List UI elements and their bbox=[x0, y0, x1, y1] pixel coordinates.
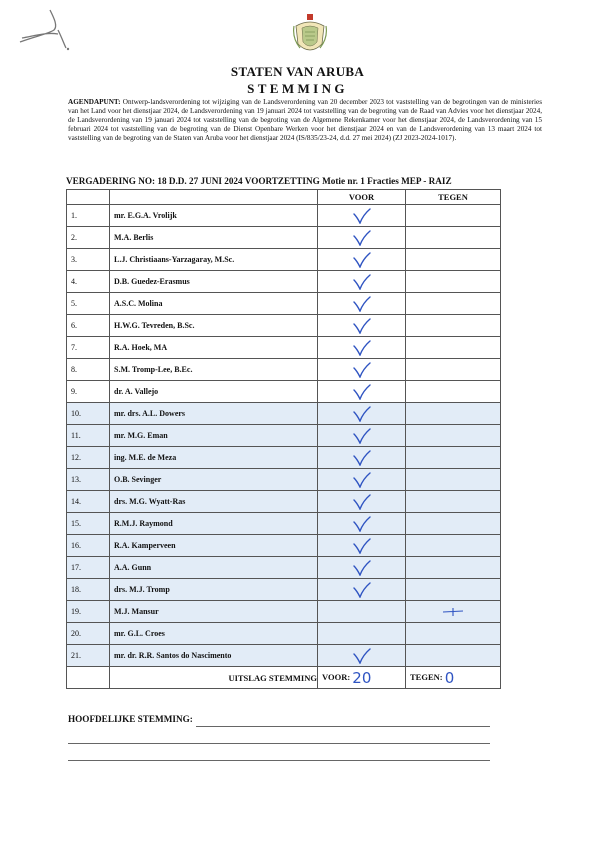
tegen-cell bbox=[406, 315, 501, 337]
tegen-cell bbox=[406, 623, 501, 645]
member-name: O.B. Sevinger bbox=[110, 469, 318, 491]
member-name: L.J. Christiaans-Yarzagaray, M.Sc. bbox=[110, 249, 318, 271]
check-mark-icon bbox=[353, 362, 371, 378]
handwritten-scribble-mark bbox=[14, 8, 74, 52]
tegen-cell bbox=[406, 271, 501, 293]
page-subtitle: STEMMING bbox=[247, 81, 348, 96]
row-number: 1. bbox=[67, 205, 110, 227]
header-voor: VOOR bbox=[318, 190, 406, 205]
row-number: 15. bbox=[67, 513, 110, 535]
result-tegen-value: 0 bbox=[444, 668, 455, 687]
member-name: mr. G.L. Croes bbox=[110, 623, 318, 645]
result-voor-label: VOOR: bbox=[322, 671, 351, 682]
row-number: 6. bbox=[67, 315, 110, 337]
agenda-paragraph bbox=[68, 98, 542, 143]
row-number: 8. bbox=[67, 359, 110, 381]
signature-line-3 bbox=[68, 760, 490, 761]
table-row bbox=[67, 623, 501, 645]
table-row bbox=[67, 315, 501, 337]
header-tegen: TEGEN bbox=[406, 190, 501, 205]
member-name: S.M. Tromp-Lee, B.Ec. bbox=[110, 359, 318, 381]
table-row bbox=[67, 425, 501, 447]
tegen-cell bbox=[406, 557, 501, 579]
check-mark-icon bbox=[353, 274, 371, 290]
tegen-cell bbox=[406, 381, 501, 403]
tegen-cell bbox=[406, 425, 501, 447]
check-mark-icon bbox=[353, 582, 371, 598]
member-name: drs. M.J. Tromp bbox=[110, 579, 318, 601]
coat-of-arms-icon bbox=[292, 12, 328, 58]
tegen-cell bbox=[406, 535, 501, 557]
result-tegen-label: TEGEN: bbox=[410, 671, 443, 682]
table-row bbox=[67, 513, 501, 535]
row-number: 17. bbox=[67, 557, 110, 579]
tegen-cell bbox=[406, 469, 501, 491]
check-mark-icon bbox=[353, 428, 371, 444]
member-name: D.B. Guedez-Erasmus bbox=[110, 271, 318, 293]
voor-cell bbox=[318, 271, 406, 293]
member-name: ing. M.E. de Meza bbox=[110, 447, 318, 469]
table-row bbox=[67, 601, 501, 623]
check-mark-icon bbox=[353, 230, 371, 246]
row-number: 13. bbox=[67, 469, 110, 491]
row-number: 9. bbox=[67, 381, 110, 403]
vote-table bbox=[66, 189, 501, 689]
member-name: A.S.C. Molina bbox=[110, 293, 318, 315]
result-tegen bbox=[406, 667, 501, 689]
row-number: 19. bbox=[67, 601, 110, 623]
table-row bbox=[67, 271, 501, 293]
tegen-cell bbox=[406, 403, 501, 425]
member-name: mr. dr. R.R. Santos do Nascimento bbox=[110, 645, 318, 667]
member-name: H.W.G. Tevreden, B.Sc. bbox=[110, 315, 318, 337]
tegen-cell bbox=[406, 447, 501, 469]
member-name: A.A. Gunn bbox=[110, 557, 318, 579]
tegen-cell bbox=[406, 293, 501, 315]
member-name: R.A. Kamperveen bbox=[110, 535, 318, 557]
row-number: 7. bbox=[67, 337, 110, 359]
table-row bbox=[67, 447, 501, 469]
member-name: M.A. Berlis bbox=[110, 227, 318, 249]
signature-line-2 bbox=[68, 743, 490, 744]
result-voor bbox=[318, 667, 406, 689]
agenda-text: Ontwerp-landsverordening tot wijziging van de Landsverordening van 20 december 2023 tot vaststelling van de begrotingen van de ministeries van het Land voor het dienstjaar 2024, de Landsverordening van 19 januari 2024 tot vaststelling van de begroting van de Raad van Advies voor het dienstjaar 2024, de Landsverordening van 19 januari 2024 tot vaststelling van de begroting van de Algemene Rekenkamer voor het dienstjaar 2024, de Landsverordening van 15 februari 2024 tot vaststelling van de begroting van de Dienst Openbare Werken voor het dienstjaar 2024 en van de Landsverordening van 13 maart 2024 tot vaststelling van de begroting van de Staten van Aruba voor het dienstjaar 2024 (IS/835/23-24, d.d. 27 mei 2024) (ZJ 2023-2024-1017). bbox=[68, 98, 543, 143]
voor-cell bbox=[318, 535, 406, 557]
row-number: 11. bbox=[67, 425, 110, 447]
voor-cell bbox=[318, 491, 406, 513]
signature-line-1 bbox=[196, 726, 490, 727]
result-voor-value: 20 bbox=[352, 668, 372, 687]
voor-cell bbox=[318, 249, 406, 271]
member-name: M.J. Mansur bbox=[110, 601, 318, 623]
result-row bbox=[67, 667, 501, 689]
voor-cell bbox=[318, 227, 406, 249]
voor-cell bbox=[318, 315, 406, 337]
table-row bbox=[67, 205, 501, 227]
result-label: UITSLAG STEMMING bbox=[110, 667, 318, 689]
member-name: mr. E.G.A. Vrolijk bbox=[110, 205, 318, 227]
check-mark-icon bbox=[353, 406, 371, 422]
page-title: STATEN VAN ARUBA bbox=[230, 64, 365, 79]
check-mark-icon bbox=[353, 560, 371, 576]
row-number: 12. bbox=[67, 447, 110, 469]
header-name-cell bbox=[110, 190, 318, 205]
voor-cell bbox=[318, 425, 406, 447]
meeting-line: VERGADERING NO: 18 D.D. 27 JUNI 2024 VOORTZETTING Motie nr. 1 Fracties MEP - RAIZ bbox=[66, 176, 452, 186]
voor-cell bbox=[318, 293, 406, 315]
voor-cell bbox=[318, 623, 406, 645]
row-number: 2. bbox=[67, 227, 110, 249]
table-row bbox=[67, 249, 501, 271]
vote-table-header bbox=[67, 190, 501, 205]
row-number: 18. bbox=[67, 579, 110, 601]
table-row bbox=[67, 579, 501, 601]
tegen-cell bbox=[406, 601, 501, 623]
tegen-cell bbox=[406, 205, 501, 227]
table-row bbox=[67, 557, 501, 579]
table-row bbox=[67, 381, 501, 403]
tegen-cell bbox=[406, 491, 501, 513]
table-row bbox=[67, 359, 501, 381]
table-row bbox=[67, 491, 501, 513]
row-number: 3. bbox=[67, 249, 110, 271]
table-row bbox=[67, 645, 501, 667]
member-name: mr. drs. A.L. Dowers bbox=[110, 403, 318, 425]
row-number: 21. bbox=[67, 645, 110, 667]
voor-cell bbox=[318, 381, 406, 403]
check-mark-icon bbox=[353, 208, 371, 224]
voor-cell bbox=[318, 205, 406, 227]
check-mark-icon bbox=[353, 494, 371, 510]
member-name: R.M.J. Raymond bbox=[110, 513, 318, 535]
voor-cell bbox=[318, 645, 406, 667]
check-mark-icon bbox=[353, 516, 371, 532]
row-number: 14. bbox=[67, 491, 110, 513]
table-row bbox=[67, 469, 501, 491]
voor-cell bbox=[318, 359, 406, 381]
row-number: 10. bbox=[67, 403, 110, 425]
voor-cell bbox=[318, 337, 406, 359]
result-empty-cell bbox=[67, 667, 110, 689]
voor-cell bbox=[318, 469, 406, 491]
voor-cell bbox=[318, 557, 406, 579]
check-mark-icon bbox=[353, 648, 371, 664]
table-row bbox=[67, 293, 501, 315]
voor-cell bbox=[318, 513, 406, 535]
row-number: 4. bbox=[67, 271, 110, 293]
check-mark-icon bbox=[353, 472, 371, 488]
table-row bbox=[67, 403, 501, 425]
voor-cell bbox=[318, 579, 406, 601]
tegen-cell bbox=[406, 227, 501, 249]
tegen-cell bbox=[406, 249, 501, 271]
table-row bbox=[67, 535, 501, 557]
check-mark-icon bbox=[353, 296, 371, 312]
tegen-cell bbox=[406, 579, 501, 601]
row-number: 16. bbox=[67, 535, 110, 557]
member-name: R.A. Hoek, MA bbox=[110, 337, 318, 359]
tegen-cell bbox=[406, 513, 501, 535]
voor-cell bbox=[318, 403, 406, 425]
check-mark-icon bbox=[353, 340, 371, 356]
member-name: dr. A. Vallejo bbox=[110, 381, 318, 403]
member-name: drs. M.G. Wyatt-Ras bbox=[110, 491, 318, 513]
row-number: 5. bbox=[67, 293, 110, 315]
tegen-cell bbox=[406, 359, 501, 381]
check-mark-icon bbox=[353, 450, 371, 466]
tegen-cell bbox=[406, 645, 501, 667]
check-mark-icon bbox=[353, 318, 371, 334]
check-mark-icon bbox=[353, 252, 371, 268]
check-mark-icon bbox=[353, 538, 371, 554]
dash-mark-icon bbox=[442, 607, 464, 617]
member-name: mr. M.G. Eman bbox=[110, 425, 318, 447]
table-row bbox=[67, 337, 501, 359]
header-num-cell bbox=[67, 190, 110, 205]
check-mark-icon bbox=[353, 384, 371, 400]
voor-cell bbox=[318, 601, 406, 623]
table-row bbox=[67, 227, 501, 249]
agenda-label: AGENDAPUNT: bbox=[68, 98, 121, 106]
tegen-cell bbox=[406, 337, 501, 359]
voor-cell bbox=[318, 447, 406, 469]
row-number: 20. bbox=[67, 623, 110, 645]
hoofdelijke-stemming-label: HOOFDELIJKE STEMMING: bbox=[68, 714, 193, 724]
